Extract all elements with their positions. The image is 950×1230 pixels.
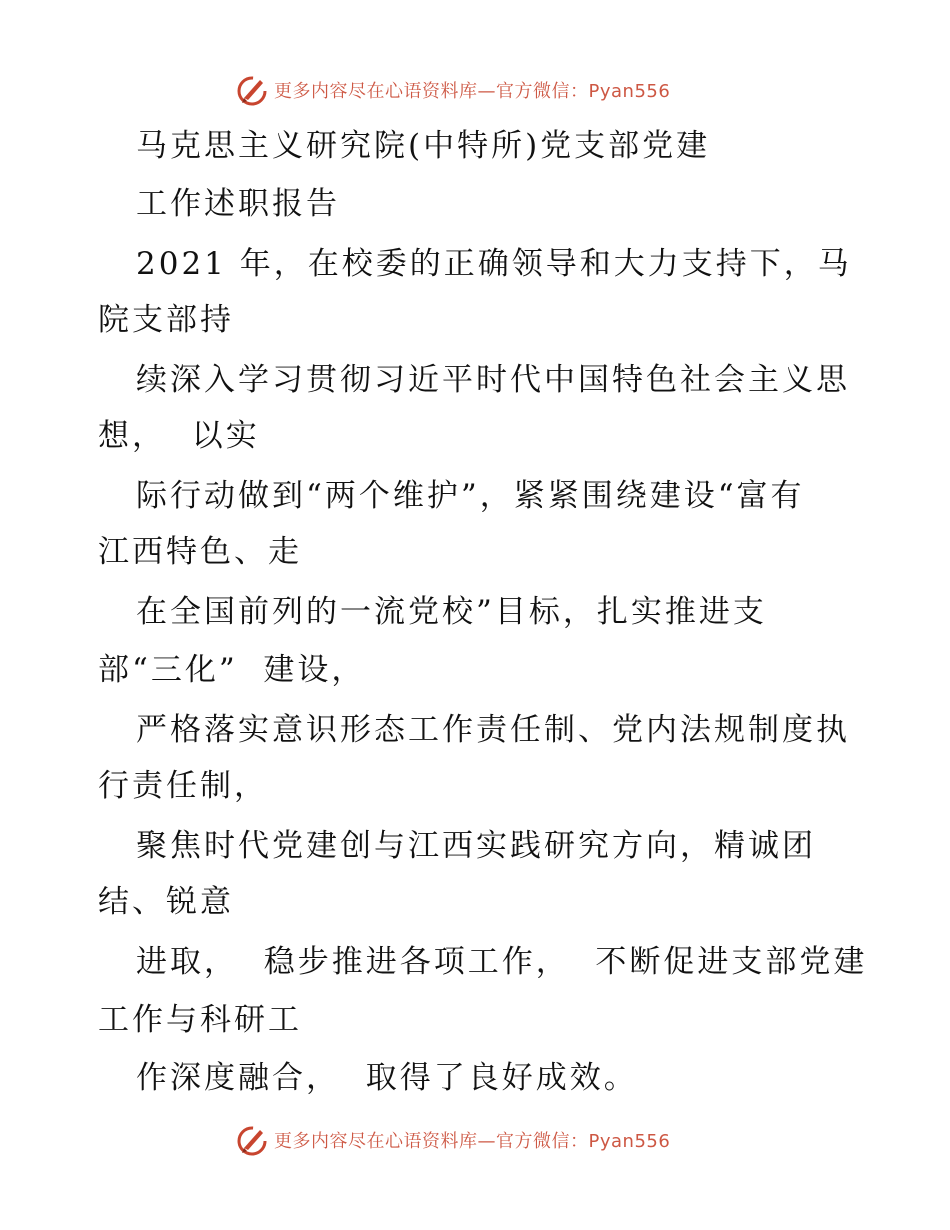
body-line: 作深度融合， 取得了良好成效。 <box>136 1060 638 1096</box>
body-line: 际行动做到“两个维护”，紧紧围绕建设“富有 <box>136 478 805 514</box>
watermark-text: 更多内容尽在心语资料库—官方微信：Pyan556 <box>274 81 671 102</box>
body-line: 想， 以实 <box>98 418 260 454</box>
body-line: 院支部持 <box>98 302 234 338</box>
quill-pen-logo-icon <box>234 72 270 108</box>
body-line: 结、锐意 <box>98 884 234 920</box>
body-line: 部“三化” 建设， <box>98 652 366 688</box>
quill-pen-logo-icon <box>234 1122 270 1158</box>
document-title-line-2: 工作述职报告 <box>136 186 340 222</box>
body-line: 江西特色、走 <box>98 534 302 570</box>
body-line: 工作与科研工 <box>98 1002 302 1038</box>
document-title-line-1: 马克思主义研究院(中特所)党支部党建 <box>136 128 711 164</box>
body-line: 聚焦时代党建创与江西实践研究方向，精诚团 <box>136 828 816 864</box>
watermark-text: 更多内容尽在心语资料库—官方微信：Pyan556 <box>274 1131 671 1152</box>
body-line: 续深入学习贯彻习近平时代中国特色社会主义思 <box>136 362 850 398</box>
watermark-banner-top <box>234 70 670 110</box>
watermark-banner-bottom <box>234 1120 670 1160</box>
body-line: 严格落实意识形态工作责任制、党内法规制度执 <box>136 712 850 748</box>
body-line: 在全国前列的一流党校”目标，扎实推进支 <box>136 594 767 630</box>
body-line: 2021 年，在校委的正确领导和大力支持下，马 <box>136 246 852 282</box>
body-line: 行责任制， <box>98 768 268 804</box>
body-line: 进取， 稳步推进各项工作， 不断促进支部党建 <box>136 944 868 980</box>
